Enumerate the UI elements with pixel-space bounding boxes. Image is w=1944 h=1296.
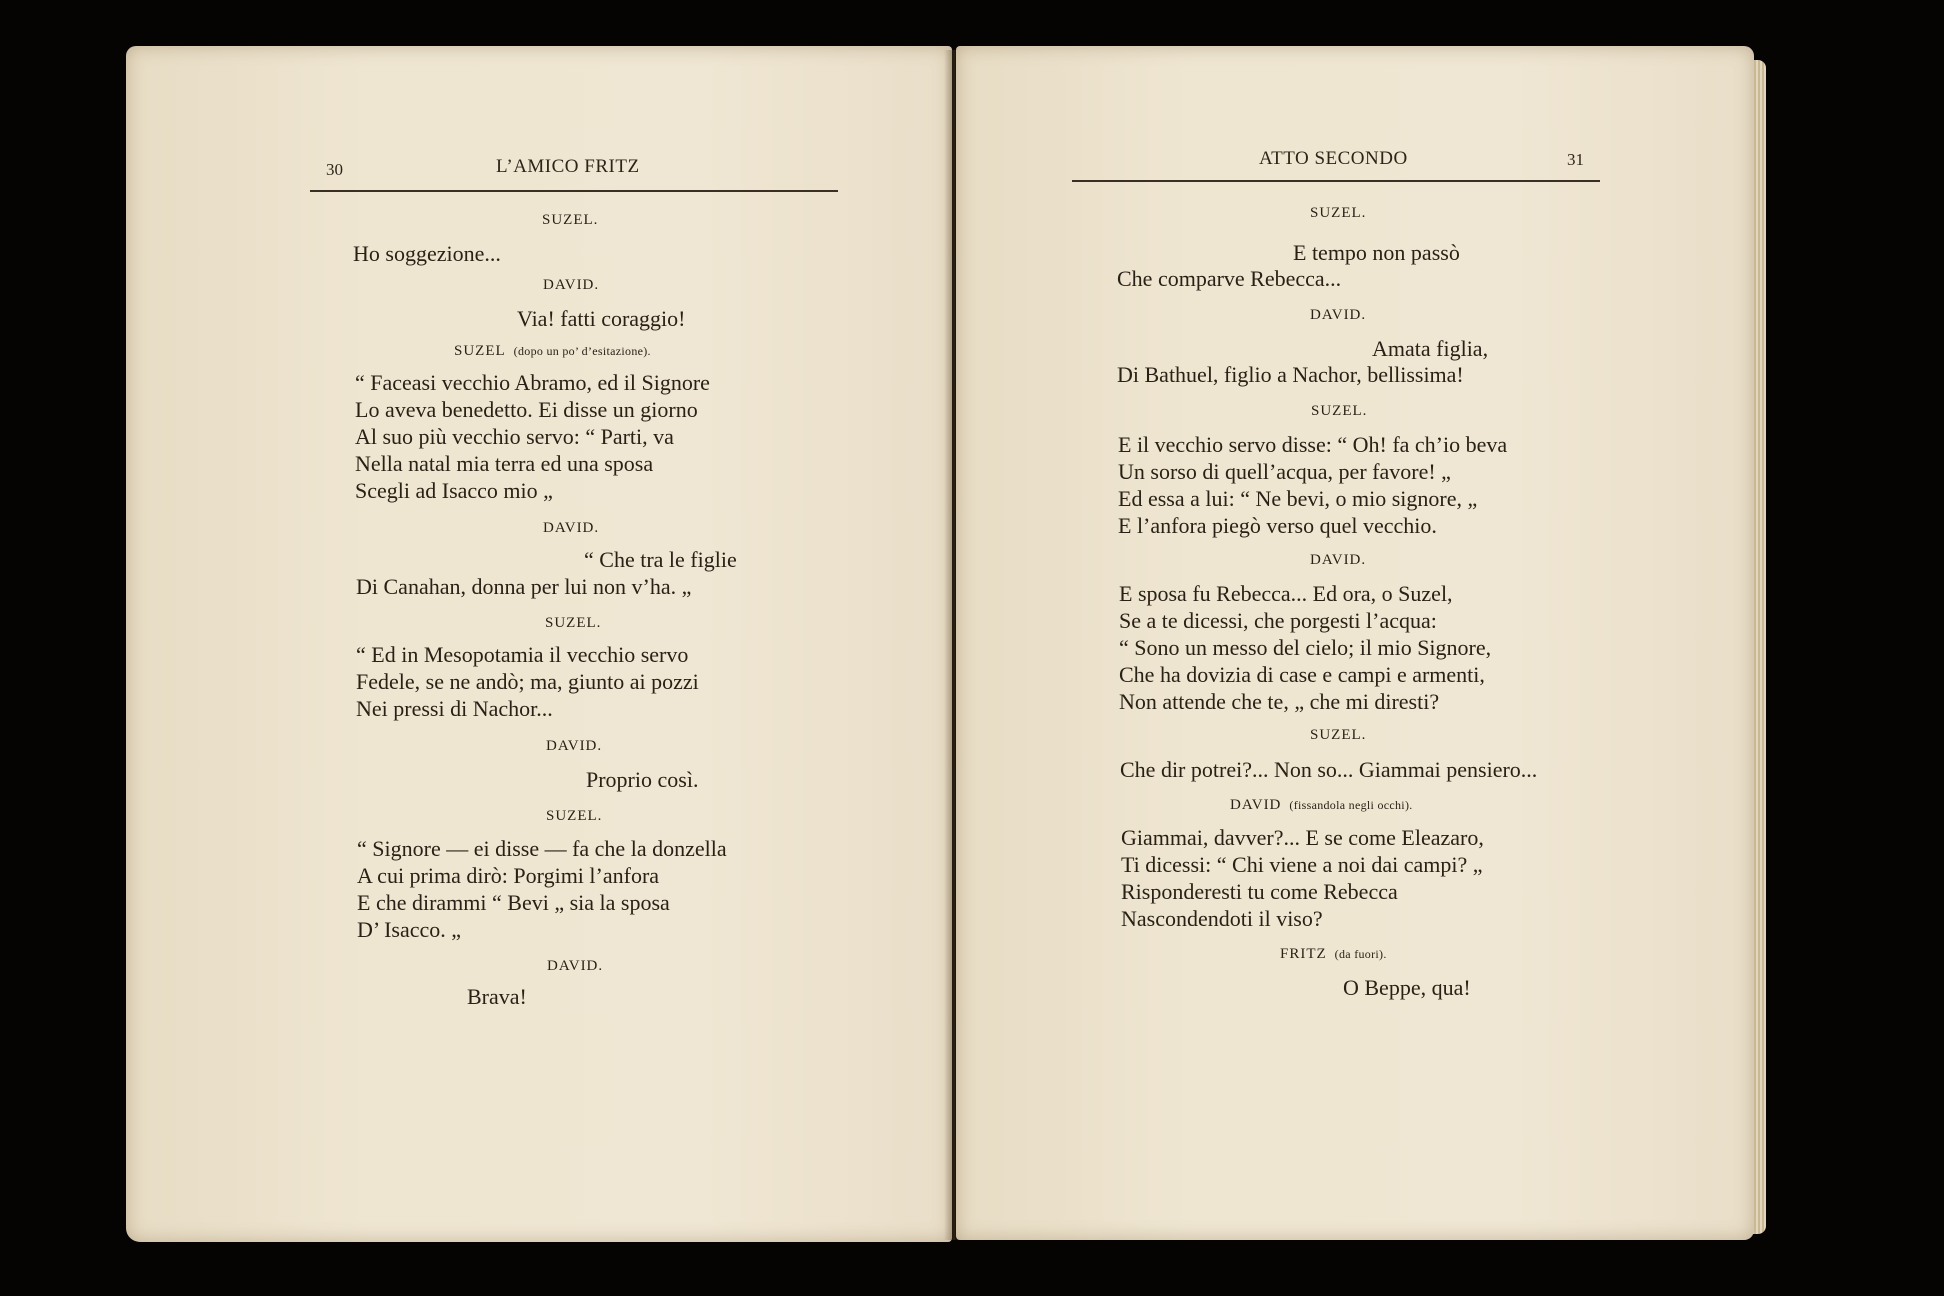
- verse-line: Nella natal mia terra ed una sposa: [355, 451, 654, 476]
- verse-line: Ho soggezione...: [353, 241, 501, 266]
- verse-line: “ Signore — ei disse — fa che la donzella: [357, 836, 727, 861]
- left-page-number: 30: [326, 160, 343, 179]
- left-header-rule: [310, 190, 838, 192]
- speaker-label: FRITZ (da fuori).: [1280, 946, 1387, 962]
- verse-line: Ed essa a lui: “ Ne bevi, o mio signore, „: [1118, 486, 1478, 511]
- verse-line: Un sorso di quell’acqua, per favore! „: [1118, 459, 1451, 484]
- verse-line: “ Ed in Mesopotamia il vecchio servo: [356, 642, 689, 667]
- speaker-label: DAVID (fissandola negli occhi).: [1230, 797, 1413, 813]
- speaker-label: SUZEL.: [545, 615, 602, 631]
- verse-line: E l’anfora piegò verso quel vecchio.: [1118, 513, 1437, 538]
- verse-line: Di Bathuel, figlio a Nachor, bellissima!: [1117, 362, 1464, 387]
- verse-line: Amata figlia,: [1372, 336, 1489, 361]
- verse-line: Ti dicessi: “ Chi viene a noi dai campi? „: [1121, 852, 1483, 877]
- speaker-label: DAVID.: [547, 958, 604, 974]
- verse-line: Che dir potrei?... Non so... Giammai pensiero...: [1120, 757, 1538, 782]
- verse-line: Brava!: [467, 984, 527, 1009]
- verse-line: O Beppe, qua!: [1343, 975, 1471, 1000]
- verse-line: Nei pressi di Nachor...: [356, 696, 553, 721]
- verse-line: E il vecchio servo disse: “ Oh! fa ch’io beva: [1118, 432, 1508, 457]
- verse-line: “ Che tra le figlie: [584, 547, 737, 572]
- speaker-label: DAVID.: [546, 738, 603, 754]
- speaker-label: SUZEL.: [1310, 205, 1367, 221]
- stage-direction: (da fuori).: [1334, 947, 1387, 961]
- verse-line: Se a te dicessi, che porgesti l’acqua:: [1119, 608, 1437, 633]
- verse-line: Giammai, davver?... E se come Eleazaro,: [1121, 825, 1484, 850]
- stage-direction: (dopo un po’ d’esitazione).: [513, 344, 651, 358]
- verse-line: Via! fatti coraggio!: [517, 306, 686, 331]
- verse-line: Lo aveva benedetto. Ei disse un giorno: [355, 397, 698, 422]
- speaker-label: SUZEL (dopo un po’ d’esitazione).: [454, 343, 651, 359]
- verse-line: Che comparve Rebecca...: [1117, 266, 1342, 291]
- stage-direction: (fissandola negli occhi).: [1289, 798, 1413, 812]
- speaker-label: DAVID.: [543, 277, 600, 293]
- verse-line: Che ha dovizia di case e campi e armenti,: [1119, 662, 1485, 687]
- verse-line: E sposa fu Rebecca... Ed ora, o Suzel,: [1119, 581, 1453, 606]
- speaker-label: SUZEL.: [546, 808, 603, 824]
- verse-line: A cui prima dirò: Porgimi l’anfora: [357, 863, 660, 888]
- verse-line: Nascondendoti il viso?: [1121, 906, 1323, 931]
- speaker-label: SUZEL.: [542, 212, 599, 228]
- speaker-label: SUZEL.: [1310, 727, 1367, 743]
- right-running-head: ATTO SECONDO: [1259, 148, 1408, 169]
- verse-line: Al suo più vecchio servo: “ Parti, va: [355, 424, 674, 449]
- verse-line: D’ Isacco. „: [357, 917, 462, 942]
- right-page-number: 31: [1567, 150, 1584, 169]
- verse-line: “ Faceasi vecchio Abramo, ed il Signore: [355, 370, 710, 395]
- verse-line: Di Canahan, donna per lui non v’ha. „: [356, 574, 692, 599]
- verse-line: “ Sono un messo del cielo; il mio Signore,: [1119, 635, 1492, 660]
- verse-line: Proprio così.: [586, 767, 699, 792]
- right-header-rule: [1072, 180, 1600, 182]
- verse-line: Non attende che te, „ che mi diresti?: [1119, 689, 1440, 714]
- speaker-label: DAVID.: [1310, 552, 1367, 568]
- verse-line: Fedele, se ne andò; ma, giunto ai pozzi: [356, 669, 699, 694]
- verse-line: Scegli ad Isacco mio „: [355, 478, 553, 503]
- speaker-label: DAVID.: [543, 520, 600, 536]
- left-running-head: L’AMICO FRITZ: [496, 156, 640, 177]
- speaker-label: SUZEL.: [1311, 403, 1368, 419]
- speaker-label: DAVID.: [1310, 307, 1367, 323]
- verse-line: E tempo non passò: [1293, 240, 1460, 265]
- verse-line: Risponderesti tu come Rebecca: [1121, 879, 1398, 904]
- verse-line: E che dirammi “ Bevi „ sia la sposa: [357, 890, 670, 915]
